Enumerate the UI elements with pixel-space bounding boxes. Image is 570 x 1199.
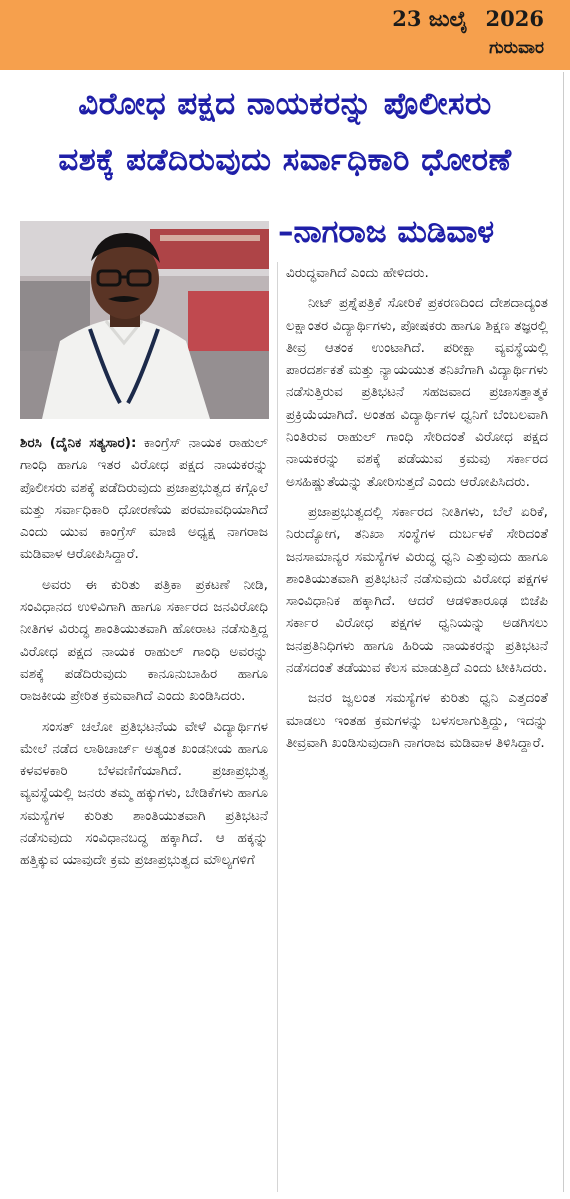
- article-paragraph: ನೀಟ್ ಪ್ರಶ್ನೆಪತ್ರಿಕೆ ಸೋರಿಕೆ ಪ್ರಕರಣದಿಂದ ದೇಶದಾದ್ಯಂತ ಲಕ್ಷಾಂತರ ವಿದ್ಯಾರ್ಥಿಗಳು, ಪೋಷಕರು ಹಾಗೂ ಶಿಕ್ಷಣ ತಜ್ಞರಲ್ಲಿ ತೀವ್ರ ಆತಂಕ ಉಂಟಾಗಿದೆ. ಪರೀಕ್ಷಾ ವ್ಯವಸ್ಥೆಯಲ್ಲಿ ಪಾರದರ್ಶಕತೆ ಮತ್ತು ನ್ಯಾಯಯುತ ತನಿಖೆಗಾಗಿ ವಿದ್ಯಾರ್ಥಿಗಳು ನಡೆಸುತ್ತಿರುವ ಪ್ರತಿಭಟನೆ ಸಹಜವಾದ ಪ್ರಜಾಸತ್ತಾತ್ಮಕ ಪ್ರಕ್ರಿಯೆಯಾಗಿದೆ. ಅಂತಹ ವಿದ್ಯಾರ್ಥಿಗಳ ಧ್ವನಿಗೆ ಬೆಂಬಲವಾಗಿ ನಿಂತಿರುವ ರಾಹುಲ್ ಗಾಂಧಿ ಸೇರಿದಂತೆ ವಿರೋಧ ಪಕ್ಷದ ನಾಯಕರನ್ನು ವಶಕ್ಕೆ ಪಡೆಯುವ ಕ್ರಮವು ಸರ್ಕಾರದ ಅಸಹಿಷ್ಣುತೆಯನ್ನು ತೋರಿಸುತ್ತದೆ ಎಂದು ಆರೋಪಿಸಿದರು.: [286, 295, 548, 490]
- article-paragraph: ಪ್ರಜಾಪ್ರಭುತ್ವದಲ್ಲಿ ಸರ್ಕಾರದ ನೀತಿಗಳು, ಬೆಲೆ ಏರಿಕೆ, ನಿರುದ್ಯೋಗ, ತನಿಖಾ ಸಂಸ್ಥೆಗಳ ದುರ್ಬಳಕೆ ಸೇರಿದಂತೆ ಜನಸಾಮಾನ್ಯರ ಸಮಸ್ಯೆಗಳ ವಿರುದ್ಧ ಧ್ವನಿ ಎತ್ತುವುದು ಹಾಗೂ ಶಾಂತಿಯುತವಾಗಿ ಪ್ರತಿಭಟನೆ ನಡೆಸುವುದು ವಿರೋಧ ಪಕ್ಷಗಳ ಸಾಂವಿಧಾನಿಕ ಹಕ್ಕಾಗಿದೆ. ಆದರೆ ಆಡಳಿತಾರೂಢ ಬಿಜೆಪಿ ಸರ್ಕಾರ ವಿರೋಧ ಪಕ್ಷಗಳ ಧ್ವನಿಯನ್ನು ಅಡಗಿಸಲು ಜನಪ್ರತಿನಿಧಿಗಳು ಹಾಗೂ ಹಿರಿಯ ನಾಯಕರನ್ನು ಪ್ರತಿಭಟನೆ ನಡೆಸದಂತೆ ತಡೆಯುವ ಕೆಲಸ ಮಾಡುತ್ತಿದೆ ಎಂದು ಟೀಕಿಸಿದರು.: [286, 503, 548, 677]
- article-paragraph-text: ಕಾಂಗ್ರೆಸ್ ನಾಯಕ ರಾಹುಲ್ ಗಾಂಧಿ ಹಾಗೂ ಇತರ ವಿರೋಧ ಪಕ್ಷದ ನಾಯಕರನ್ನು ಪೊಲೀಸರು ವಶಕ್ಕೆ ಪಡೆದಿರುವುದು ಪ್ರಜಾಪ್ರಭುತ್ವದ ಕಗ್ಗೊಲೆ ಮತ್ತು ಸರ್ವಾಧಿಕಾರಿ ಧೋರಣೆಯ ಪರಮಾವಧಿಯಾಗಿದೆ ಎಂದು ಯುವ ಕಾಂಗ್ರೆಸ್ ಮಾಜಿ ಅಧ್ಯಕ್ಷ ನಾಗರಾಜ ಮಡಿವಾಳ ಆರೋಪಿಸಿದ್ದಾರೆ.: [20, 435, 268, 563]
- portrait-illustration: [20, 221, 269, 419]
- article-paragraph: [20, 432, 268, 566]
- date-banner: [0, 0, 570, 70]
- article-paragraph: ಅವರು ಈ ಕುರಿತು ಪತ್ರಿಕಾ ಪ್ರಕಟಣೆ ನೀಡಿ, ಸಂವಿಧಾನದ ಉಳಿವಿಗಾಗಿ ಹಾಗೂ ಸರ್ಕಾರದ ಜನವಿರೋಧಿ ನೀತಿಗಳ ವಿರುದ್ಧ ಶಾಂತಿಯುತವಾಗಿ ಹೋರಾಟ ನಡೆಸುತ್ತಿದ್ದ ವಿರೋಧ ಪಕ್ಷದ ನಾಯಕ ರಾಹುಲ್ ಗಾಂಧಿ ಅವರನ್ನು ವಶಕ್ಕೆ ಪಡೆದಿರುವುದು ಕಾನೂನುಬಾಹಿರ ಹಾಗೂ ರಾಜಕೀಯ ಪ್ರೇರಿತ ಕ್ರಮವಾಗಿದೆ ಎಂದು ಖಂಡಿಸಿದರು.: [20, 576, 268, 705]
- headline-line-2: ವಶಕ್ಕೆ ಪಡೆದಿರುವುದು ಸರ್ವಾಧಿಕಾರಿ ಧೋರಣೆ: [58, 142, 512, 178]
- article-dateline: ಶಿರಸಿ (ದೈನಿಕ ಸತ್ಯಸಾರ):: [20, 435, 137, 451]
- portrait-photo: [20, 221, 269, 419]
- date-day-month: 23 ಜುಲೈ: [392, 6, 468, 31]
- article-paragraph: ವಿರುದ್ಧವಾಗಿದೆ ಎಂದು ಹೇಳಿದರು.: [286, 265, 429, 281]
- article-column-right: [286, 262, 548, 762]
- column-divider: [277, 262, 278, 1192]
- article-paragraph: ಜನರ ಜ್ವಲಂತ ಸಮಸ್ಯೆಗಳ ಕುರಿತು ಧ್ವನಿ ಎತ್ತದಂತೆ ಮಾಡಲು ಇಂತಹ ಕ್ರಮಗಳನ್ನು ಬಳಸಲಾಗುತ್ತಿದ್ದು, ಇದನ್ನು ತೀವ್ರವಾಗಿ ಖಂಡಿಸುವುದಾಗಿ ನಾಗರಾಜ ಮಡಿವಾಳ ತಿಳಿಸಿದ್ದಾರೆ.: [286, 690, 548, 751]
- headline-byline: –ನಾಗರಾಜ ಮಡಿವಾಳ: [278, 214, 495, 250]
- weekday: ಗುರುವಾರ: [489, 38, 544, 58]
- headline-line-1: ವಿರೋಧ ಪಕ್ಷದ ನಾಯಕರನ್ನು ಪೊಲೀಸರು: [78, 86, 492, 122]
- date-year: 2026: [485, 6, 544, 31]
- article-paragraph: ಸಂಸತ್ ಚಲೋ ಪ್ರತಿಭಟನೆಯ ವೇಳೆ ವಿದ್ಯಾರ್ಥಿಗಳ ಮೇಲೆ ನಡೆದ ಲಾಠಿಚಾರ್ಜ್ ಅತ್ಯಂತ ಖಂಡನೀಯ ಹಾಗೂ ಕಳವಳಕಾರಿ ಬೆಳವಣಿಗೆಯಾಗಿದೆ. ಪ್ರಜಾಪ್ರಭುತ್ವ ವ್ಯವಸ್ಥೆಯಲ್ಲಿ ಜನರು ತಮ್ಮ ಹಕ್ಕುಗಳು, ಬೇಡಿಕೆಗಳು ಹಾಗೂ ಸಮಸ್ಯೆಗಳ ಕುರಿತು ಶಾಂತಿಯುತವಾಗಿ ಪ್ರತಿಭಟನೆ ನಡೆಸುವುದು ಸಂವಿಧಾನಬದ್ಧ ಹಕ್ಕಾಗಿದೆ. ಆ ಹಕ್ಕನ್ನು ಹತ್ತಿಕ್ಕುವ ಯಾವುದೇ ಕ್ರಮ ಪ್ರಜಾಪ್ರಭುತ್ವದ ಮೌಲ್ಯಗಳಿಗೆ: [20, 718, 268, 869]
- article-column-left: [20, 432, 268, 880]
- page-border: [563, 72, 564, 1192]
- date-line: [392, 6, 544, 32]
